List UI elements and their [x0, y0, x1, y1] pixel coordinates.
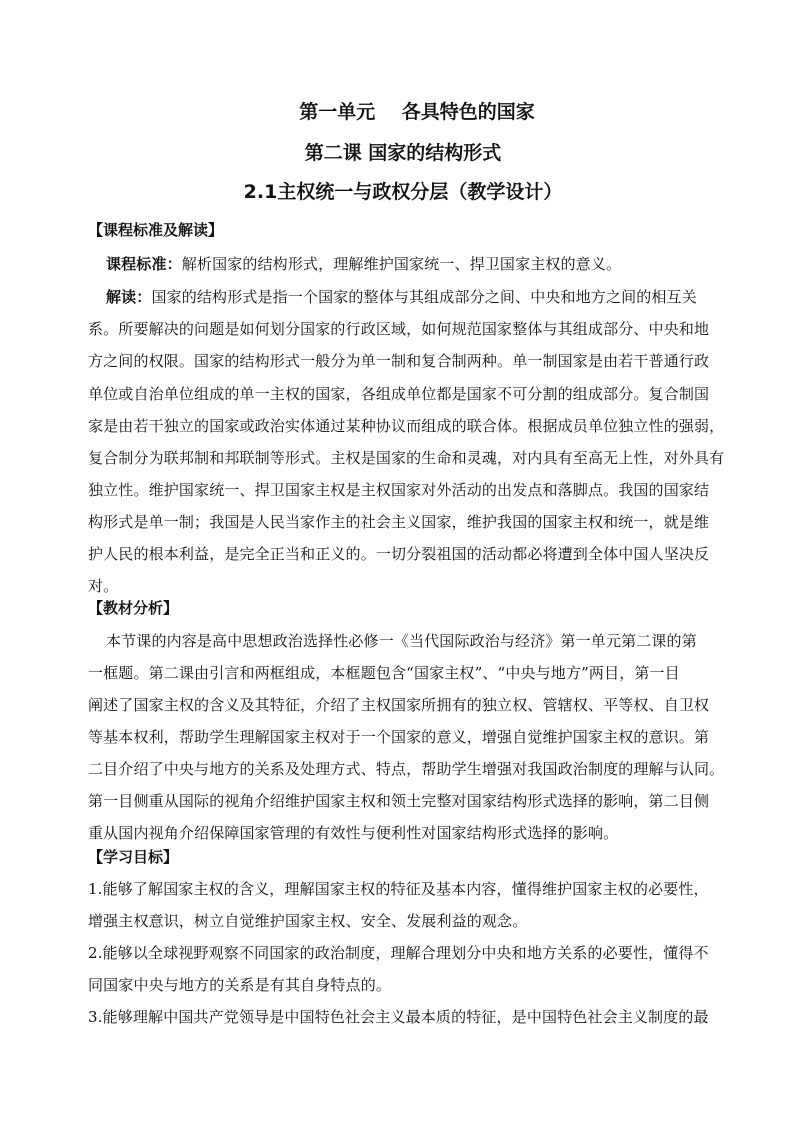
objective-line: 1.能够了解国家主权的含义，理解国家主权的特征及基本内容，懂得维护国家主权的必要性， — [88, 880, 709, 898]
interp-line: 单位或自治单位组成的单一主权的国家，各组成单位都是国家不可分割的组成部分。复合制国 — [88, 385, 710, 403]
standard-heading: 【课程标准及解读】 — [88, 221, 224, 239]
interp-line: 护人民的根本利益，是完全正当和正义的。一切分裂祖国的活动都必将遭到全体中国人坚决反 — [88, 545, 710, 563]
section-title: 2.1主权统一与政权分层（教学设计） — [243, 181, 563, 203]
standard-text: 解析国家的结构形式，理解维护国家统一、捍卫国家主权的意义。 — [181, 255, 622, 273]
interp-line: 系。所要解决的问题是如何划分国家的行政区域，如何规范国家整体与其组成部分、中央和地 — [88, 320, 710, 338]
interp-line: 复合制分为联邦制和邦联制等形式。主权是国家的生命和灵魂，对内具有至高无上性，对外具有 — [88, 449, 725, 467]
objective-line: 同国家中央与地方的关系是有其自身特点的。 — [88, 976, 392, 994]
objectives-heading: 【学习目标】 — [88, 848, 179, 866]
objective-line: 2.能够以全球视野观察不同国家的政治制度，理解合理划分中央和地方关系的必要性，懂得不 — [88, 944, 709, 962]
textbook-line: 阐述了国家主权的含义及其特征，介绍了主权国家所拥有的独立权、管辖权、平等权、自卫权 — [88, 696, 710, 714]
interp-line: 对。 — [88, 577, 119, 595]
textbook-line: 第一目侧重从国际的视角介绍维护国家主权和领土完整对国家结构形式选择的影响，第二目侧 — [88, 792, 710, 810]
textbook-line: 等基本权利，帮助学生理解国家主权对于一个国家的意义，增强自觉维护国家主权的意识。第 — [88, 728, 710, 746]
lesson-title: 第二课 国家的结构形式 — [304, 142, 502, 164]
interp-line: 家是由若干独立的国家或政治实体通过某种协议而组成的联合体。根据成员单位独立性的强弱， — [88, 417, 725, 435]
objective-line: 3.能够理解中国共产党领导是中国特色社会主义最本质的特征，是中国特色社会主义制度的最 — [88, 1008, 709, 1026]
interp-text: 国家的结构形式是指一个国家的整体与其组成部分之间、中央和地方之间的相互关 — [151, 288, 697, 306]
textbook-line: 一框题。第二课由引言和两框组成，本框题包含“国家主权”、“中央与地方”两目，第一目 — [88, 664, 680, 682]
interp-line: 构形式是单一制；我国是人民当家作主的社会主义国家，维护我国的国家主权和统一，就是维 — [88, 513, 710, 531]
standard-paragraph — [106, 254, 728, 274]
interp-line: 独立性。维护国家统一、捍卫国家主权是主权国家对外活动的出发点和落脚点。我国的国家结 — [88, 481, 710, 499]
interp-label: 解读： — [106, 288, 152, 306]
textbook-line: 本节课的内容是高中思想政治选择性必修一《当代国际政治与经济》第一单元第二课的第 — [106, 632, 697, 650]
objective-line: 增强主权意识，树立自觉维护国家主权、安全、发展利益的观念。 — [88, 912, 528, 930]
textbook-line: 二目介绍了中央与地方的关系及处理方式、特点，帮助学生增强对我国政治制度的理解与认同。 — [88, 760, 725, 778]
interp-line: 方之间的权限。国家的结构形式一般分为单一制和复合制两种。单一制国家是由若干普通行政 — [88, 352, 710, 370]
textbook-heading: 【教材分析】 — [88, 599, 179, 617]
interp-line — [106, 287, 728, 307]
standard-label: 课程标准： — [106, 255, 182, 273]
unit-title: 第一单元 各具特色的国家 — [299, 101, 535, 123]
textbook-line: 重从国内视角介绍保障国家管理的有效性与便利性对国家结构形式选择的影响。 — [88, 824, 619, 842]
